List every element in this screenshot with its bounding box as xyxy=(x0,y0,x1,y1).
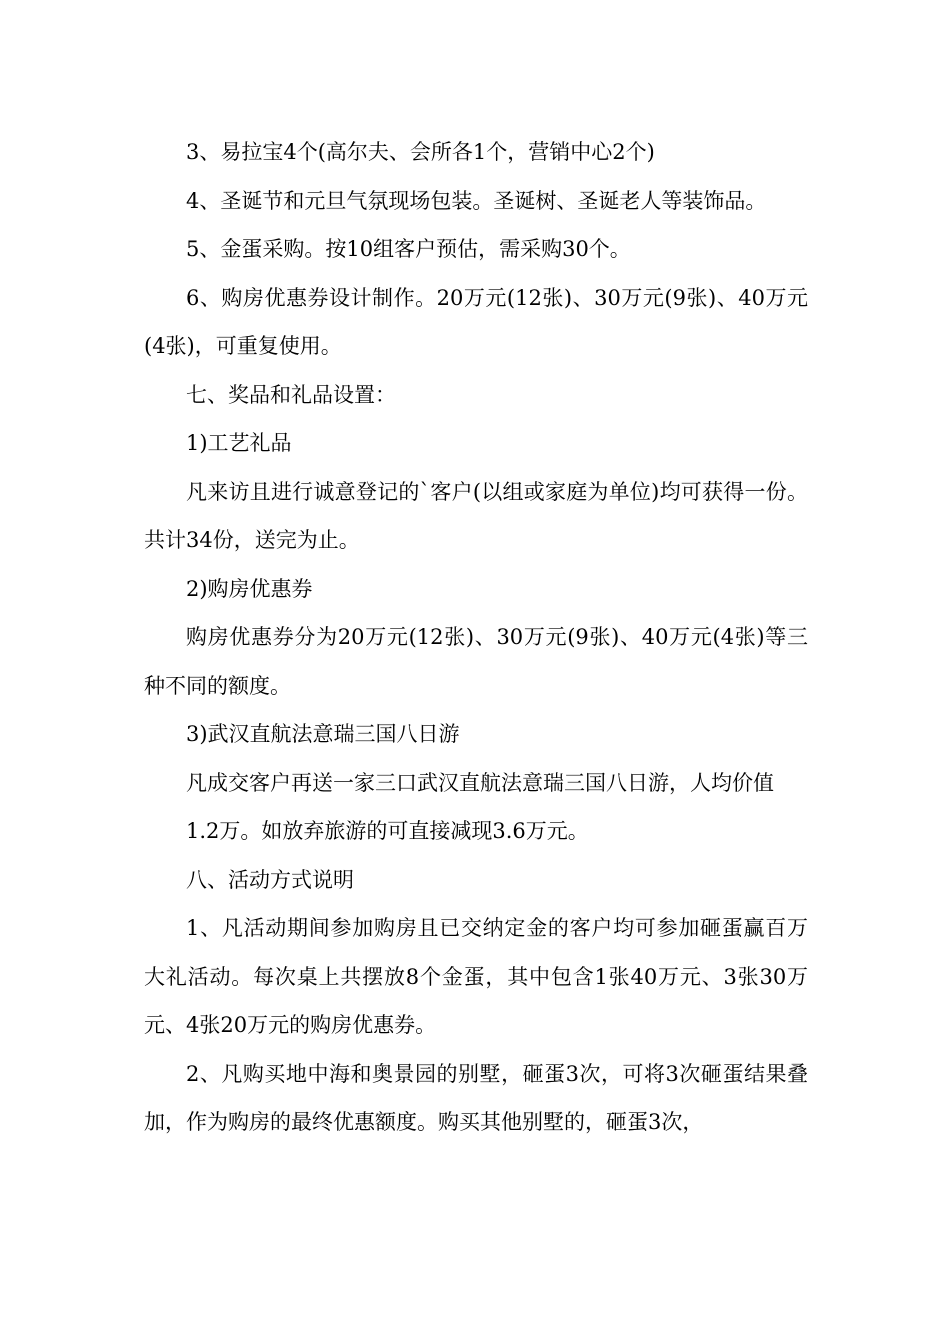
paragraph-travel-prize-detail: 凡成交客户再送一家三口武汉直航法意瑞三国八日游，人均价值 xyxy=(186,770,774,795)
subheading-craft-gifts: 1)工艺礼品 xyxy=(186,431,292,455)
document-body xyxy=(144,128,808,1147)
paragraph-coupon-design: 6、购房优惠券设计制作。20万元(12张)、30万元(9张)、40万元(4张)，可重复使用。 xyxy=(144,285,808,358)
subheading-travel-prize: 3)武汉直航法意瑞三国八日游 xyxy=(186,722,460,746)
paragraph-travel-prize-value: 1.2万。如放弃旅游的可直接减现3.6万元。 xyxy=(186,819,589,843)
paragraph-holiday-decoration: 4、圣诞节和元旦气氛现场包装。圣诞树、圣诞老人等装饰品。 xyxy=(186,188,767,213)
paragraph-easel-banners: 3、易拉宝4个(高尔夫、会所各1个，营销中心2个) xyxy=(186,140,655,164)
paragraph-craft-gifts-detail: 凡来访且进行诚意登记的`客户(以组或家庭为单位)均可获得一份。共计34份，送完为止。 xyxy=(144,479,808,552)
paragraph-golden-egg-purchase: 5、金蛋采购。按10组客户预估，需采购30个。 xyxy=(186,237,631,261)
section-heading-activity-method: 八、活动方式说明 xyxy=(186,867,354,892)
paragraph-activity-rule-1: 1、凡活动期间参加购房且已交纳定金的客户均可参加砸蛋赢百万大礼活动。每次桌上共摆放8个金蛋，其中包含1张40万元、3张30万元、4张20万元的购房优惠券。 xyxy=(144,916,808,1037)
paragraph-coupons-detail: 购房优惠券分为20万元(12张)、30万元(9张)、40万元(4张)等三种不同的额度。 xyxy=(144,625,808,698)
section-heading-prizes: 七、奖品和礼品设置： xyxy=(186,382,396,407)
paragraph-activity-rule-2: 2、凡购买地中海和奥景园的别墅，砸蛋3次，可将3次砸蛋结果叠加，作为购房的最终优惠额度。购买其他别墅的，砸蛋3次， xyxy=(144,1061,808,1134)
subheading-coupons: 2)购房优惠券 xyxy=(186,576,313,601)
